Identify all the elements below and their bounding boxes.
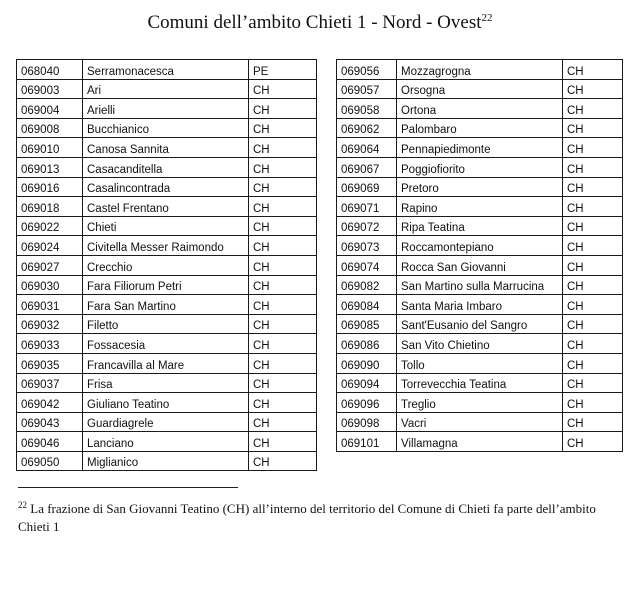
table-row <box>337 216 623 236</box>
table-row <box>337 334 623 354</box>
province-cell: CH <box>249 334 317 354</box>
province-cell: CH <box>563 255 623 275</box>
province-cell: CH <box>563 138 623 158</box>
istat-code-cell: 069073 <box>337 236 397 256</box>
province-cell: CH <box>563 118 623 138</box>
province-cell: CH <box>563 157 623 177</box>
istat-code-cell: 069096 <box>337 393 397 413</box>
municipality-name-cell: Serramonacesca <box>83 60 249 80</box>
municipalities-table-left <box>16 59 317 471</box>
province-cell: CH <box>249 255 317 275</box>
istat-code-cell: 069085 <box>337 314 397 334</box>
province-cell: CH <box>563 393 623 413</box>
page-title <box>0 12 640 34</box>
municipality-name-cell: Francavilla al Mare <box>83 353 249 373</box>
table-row <box>337 373 623 393</box>
istat-code-cell: 069024 <box>17 236 83 256</box>
table-row <box>17 118 317 138</box>
municipality-name-cell: Vacri <box>397 412 563 432</box>
footnote-separator <box>18 487 238 488</box>
table-row <box>17 295 317 315</box>
municipality-name-cell: Palombaro <box>397 118 563 138</box>
table-row <box>337 118 623 138</box>
municipality-name-cell: Rocca San Giovanni <box>397 255 563 275</box>
municipality-name-cell: Guardiagrele <box>83 412 249 432</box>
table-row <box>17 99 317 119</box>
province-cell: CH <box>249 118 317 138</box>
istat-code-cell: 069086 <box>337 334 397 354</box>
municipality-name-cell: Bucchianico <box>83 118 249 138</box>
istat-code-cell: 069035 <box>17 353 83 373</box>
istat-code-cell: 069043 <box>17 412 83 432</box>
table-row <box>17 314 317 334</box>
table-row <box>337 412 623 432</box>
province-cell: CH <box>563 373 623 393</box>
province-cell: CH <box>563 275 623 295</box>
table-row <box>337 393 623 413</box>
province-cell: CH <box>563 216 623 236</box>
municipality-name-cell: Orsogna <box>397 79 563 99</box>
istat-code-cell: 069101 <box>337 432 397 452</box>
municipality-name-cell: Filetto <box>83 314 249 334</box>
municipality-name-cell: Civitella Messer Raimondo <box>83 236 249 256</box>
municipality-name-cell: Ari <box>83 79 249 99</box>
istat-code-cell: 069062 <box>337 118 397 138</box>
province-cell: CH <box>563 314 623 334</box>
istat-code-cell: 069046 <box>17 432 83 452</box>
istat-code-cell: 069067 <box>337 157 397 177</box>
table-row <box>337 432 623 452</box>
province-cell: CH <box>563 197 623 217</box>
istat-code-cell: 069084 <box>337 295 397 315</box>
table-row <box>337 275 623 295</box>
table-row <box>337 295 623 315</box>
table-row <box>337 236 623 256</box>
table-row <box>337 60 623 80</box>
table-row <box>337 99 623 119</box>
table-row <box>17 138 317 158</box>
istat-code-cell: 069030 <box>17 275 83 295</box>
table-row <box>17 177 317 197</box>
municipality-name-cell: Pennapiedimonte <box>397 138 563 158</box>
province-cell: CH <box>249 138 317 158</box>
table-row <box>337 353 623 373</box>
municipality-name-cell: Giuliano Teatino <box>83 393 249 413</box>
province-cell: CH <box>563 236 623 256</box>
istat-code-cell: 069037 <box>17 373 83 393</box>
istat-code-cell: 069016 <box>17 177 83 197</box>
footnote-number: 22 <box>18 500 27 510</box>
istat-code-cell: 069056 <box>337 60 397 80</box>
istat-code-cell: 069010 <box>17 138 83 158</box>
footnote <box>18 496 618 536</box>
table-row <box>17 353 317 373</box>
table-row <box>337 157 623 177</box>
province-cell: CH <box>563 60 623 80</box>
province-cell: CH <box>563 353 623 373</box>
municipality-name-cell: Lanciano <box>83 432 249 452</box>
istat-code-cell: 069018 <box>17 197 83 217</box>
table-row <box>17 334 317 354</box>
istat-code-cell: 068040 <box>17 60 83 80</box>
municipality-name-cell: Fossacesia <box>83 334 249 354</box>
istat-code-cell: 069094 <box>337 373 397 393</box>
municipality-name-cell: San Martino sulla Marrucina <box>397 275 563 295</box>
table-row <box>17 393 317 413</box>
table-row <box>337 138 623 158</box>
province-cell: CH <box>563 412 623 432</box>
table-row <box>337 314 623 334</box>
table-row <box>17 236 317 256</box>
province-cell: CH <box>249 432 317 452</box>
municipality-name-cell: Tollo <box>397 353 563 373</box>
province-cell: CH <box>249 373 317 393</box>
province-cell: CH <box>249 451 317 471</box>
istat-code-cell: 069022 <box>17 216 83 236</box>
table-row <box>17 451 317 471</box>
province-cell: CH <box>563 334 623 354</box>
istat-code-cell: 069074 <box>337 255 397 275</box>
table-row <box>17 197 317 217</box>
municipality-name-cell: Rapino <box>397 197 563 217</box>
table-row <box>17 432 317 452</box>
municipality-name-cell: Castel Frentano <box>83 197 249 217</box>
municipality-name-cell: Fara Filiorum Petri <box>83 275 249 295</box>
province-cell: CH <box>249 353 317 373</box>
istat-code-cell: 069057 <box>337 79 397 99</box>
istat-code-cell: 069082 <box>337 275 397 295</box>
istat-code-cell: 069008 <box>17 118 83 138</box>
istat-code-cell: 069042 <box>17 393 83 413</box>
table-row <box>337 177 623 197</box>
province-cell: CH <box>563 79 623 99</box>
municipality-name-cell: Ripa Teatina <box>397 216 563 236</box>
istat-code-cell: 069004 <box>17 99 83 119</box>
footnote-ref: 22 <box>481 12 493 24</box>
table-row <box>337 197 623 217</box>
istat-code-cell: 069071 <box>337 197 397 217</box>
province-cell: CH <box>563 99 623 119</box>
istat-code-cell: 069069 <box>337 177 397 197</box>
province-cell: CH <box>249 295 317 315</box>
table-row <box>17 216 317 236</box>
province-cell: CH <box>249 157 317 177</box>
province-cell: CH <box>249 79 317 99</box>
municipality-name-cell: Canosa Sannita <box>83 138 249 158</box>
province-cell: CH <box>249 393 317 413</box>
municipality-name-cell: Treglio <box>397 393 563 413</box>
municipality-name-cell: Miglianico <box>83 451 249 471</box>
table-row <box>17 60 317 80</box>
table-row <box>17 255 317 275</box>
istat-code-cell: 069050 <box>17 451 83 471</box>
istat-code-cell: 069013 <box>17 157 83 177</box>
istat-code-cell: 069003 <box>17 79 83 99</box>
municipality-name-cell: Pretoro <box>397 177 563 197</box>
municipality-name-cell: Fara San Martino <box>83 295 249 315</box>
istat-code-cell: 069031 <box>17 295 83 315</box>
province-cell: CH <box>249 99 317 119</box>
municipality-name-cell: Casalincontrada <box>83 177 249 197</box>
province-cell: CH <box>563 295 623 315</box>
province-cell: CH <box>563 432 623 452</box>
municipality-name-cell: Mozzagrogna <box>397 60 563 80</box>
istat-code-cell: 069033 <box>17 334 83 354</box>
municipality-name-cell: Roccamontepiano <box>397 236 563 256</box>
istat-code-cell: 069027 <box>17 255 83 275</box>
table-row <box>17 275 317 295</box>
province-cell: CH <box>249 177 317 197</box>
table-row <box>337 255 623 275</box>
municipality-name-cell: Casacanditella <box>83 157 249 177</box>
province-cell: CH <box>249 216 317 236</box>
municipality-name-cell: Frisa <box>83 373 249 393</box>
table-row <box>17 157 317 177</box>
municipality-name-cell: Chieti <box>83 216 249 236</box>
table-row <box>337 79 623 99</box>
table-row <box>17 79 317 99</box>
municipality-name-cell: Ortona <box>397 99 563 119</box>
footnote-text: La frazione di San Giovanni Teatino (CH) all’interno del territorio del Comune di Chieti fa parte dell’ambito Chieti 1 <box>18 501 596 534</box>
municipality-name-cell: Santa Maria Imbaro <box>397 295 563 315</box>
municipality-name-cell: Sant'Eusanio del Sangro <box>397 314 563 334</box>
municipality-name-cell: Torrevecchia Teatina <box>397 373 563 393</box>
province-cell: CH <box>249 197 317 217</box>
province-cell: PE <box>249 60 317 80</box>
province-cell: CH <box>249 314 317 334</box>
municipality-name-cell: Arielli <box>83 99 249 119</box>
province-cell: CH <box>249 275 317 295</box>
municipality-name-cell: Crecchio <box>83 255 249 275</box>
title-text: Comuni dell’ambito Chieti 1 - Nord - Ovest <box>147 12 482 33</box>
province-cell: CH <box>563 177 623 197</box>
municipality-name-cell: Villamagna <box>397 432 563 452</box>
province-cell: CH <box>249 236 317 256</box>
istat-code-cell: 069090 <box>337 353 397 373</box>
municipalities-table-right <box>336 59 623 452</box>
municipality-name-cell: San Vito Chietino <box>397 334 563 354</box>
istat-code-cell: 069072 <box>337 216 397 236</box>
istat-code-cell: 069058 <box>337 99 397 119</box>
table-row <box>17 373 317 393</box>
municipality-name-cell: Poggiofiorito <box>397 157 563 177</box>
province-cell: CH <box>249 412 317 432</box>
istat-code-cell: 069032 <box>17 314 83 334</box>
istat-code-cell: 069064 <box>337 138 397 158</box>
table-row <box>17 412 317 432</box>
istat-code-cell: 069098 <box>337 412 397 432</box>
